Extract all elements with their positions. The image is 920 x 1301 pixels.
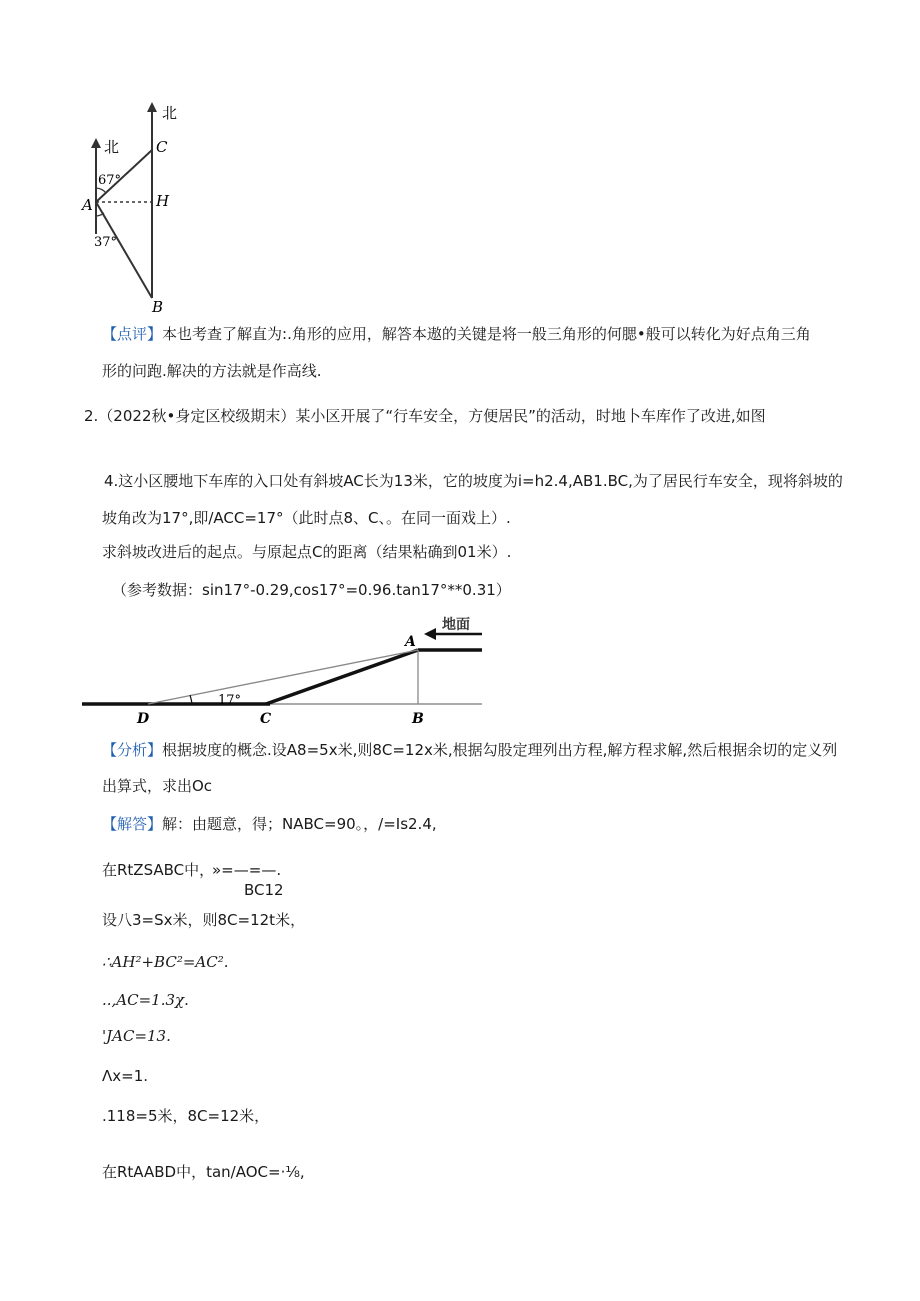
analysis-line-2: 出算式，求出Oc <box>102 777 213 795</box>
solution-line-3: 设八3=Sx米，则8C=12t米， <box>102 911 306 929</box>
solution-line-2: 在RtZSABC中， <box>102 861 215 879</box>
label-h: H <box>156 192 170 210</box>
north-label-left: 北 <box>104 138 120 156</box>
label-b: B <box>152 298 164 316</box>
solution-line-5: ..,AC=1.3χ. <box>102 991 189 1009</box>
slope-ca <box>266 650 418 704</box>
solution-text-1: 解：由题意，得；NABC=90。，/=Is2.4, <box>162 815 437 833</box>
slope-da <box>148 650 418 704</box>
problem-line-5: （参考数据：sin17°-0.29,cos17°=0.96.tan17°**0.31） <box>112 581 511 599</box>
problem-line-3: 坡角改为17°,即/ACC=17°（此时点8、C、。在同一面戏上）. <box>102 509 511 527</box>
label-d: D <box>137 711 150 727</box>
problem-line-4: 求斜坡改进后的起点。与原起点C的距离（结果粘确到01米）. <box>102 543 512 561</box>
comment-line-1 <box>102 324 811 344</box>
solution-line-8: .118=5米，8C=12米， <box>102 1107 270 1125</box>
figure-slope <box>80 612 500 727</box>
solution-line-4: ∴AH²+BC²=AC². <box>102 953 229 971</box>
label-c: C <box>156 138 168 156</box>
problem-line-1: 2.（2022秋•身定区校级期末）某小区开展了“行车安全，方便居民”的活动，时地卜车库作了改进,如图 <box>84 407 766 425</box>
angle-arc-top <box>96 188 106 193</box>
solution-tag: 【解答】 <box>102 815 163 833</box>
solution-line-2-denominator: BC12 <box>244 881 284 899</box>
label-a: A <box>82 196 93 214</box>
label-a2: A <box>405 634 416 650</box>
comment-line-2: 形的问跑.解决的方法就是作高线. <box>102 362 322 380</box>
solution-line-9: 在RtAABD中，tan/AOC=·⅛, <box>102 1163 305 1181</box>
problem-line-2: 4.这小区腰地下车库的入口处有斜坡AC长为13米，它的坡度为i=h2.4,AB1.BC,为了居民行车安全，现将斜坡的 <box>104 472 843 490</box>
north-arrow-left-icon <box>91 138 101 148</box>
analysis-tag: 【分析】 <box>102 741 163 759</box>
angle-label-top: 67° <box>98 173 122 188</box>
label-c2: C <box>260 711 272 727</box>
angle-label-d: 17° <box>218 693 242 708</box>
comment-text-1: 本也考查了解直为:.角形的应用，解答本遨的关键是将一般三角形的何腮•般可以转化为好点角三角 <box>162 325 811 343</box>
solution-line-6: 'JAC=13. <box>102 1027 171 1045</box>
solution-line-7: Λx=1. <box>102 1067 149 1085</box>
angle-label-bottom: 37° <box>94 235 118 250</box>
north-label-right: 北 <box>162 104 178 122</box>
ground-arrow-icon <box>424 628 436 640</box>
figure-north-bearing <box>70 98 270 318</box>
analysis-text-1: 根据坡度的概念.设A8=5x米,则8C=12x米,根据勾股定理列出方程,解方程求解,然后根据余切的定义列 <box>162 741 838 759</box>
solution-line-2-fraction: »=—=—. <box>212 861 282 879</box>
segment-ab <box>96 202 152 298</box>
north-arrow-right-icon <box>147 102 157 112</box>
comment-tag: 【点评】 <box>102 325 163 343</box>
solution-line-1 <box>102 814 437 834</box>
label-b2: B <box>412 711 424 727</box>
ground-label: 地面 <box>442 617 470 633</box>
analysis-line-1 <box>102 740 837 760</box>
